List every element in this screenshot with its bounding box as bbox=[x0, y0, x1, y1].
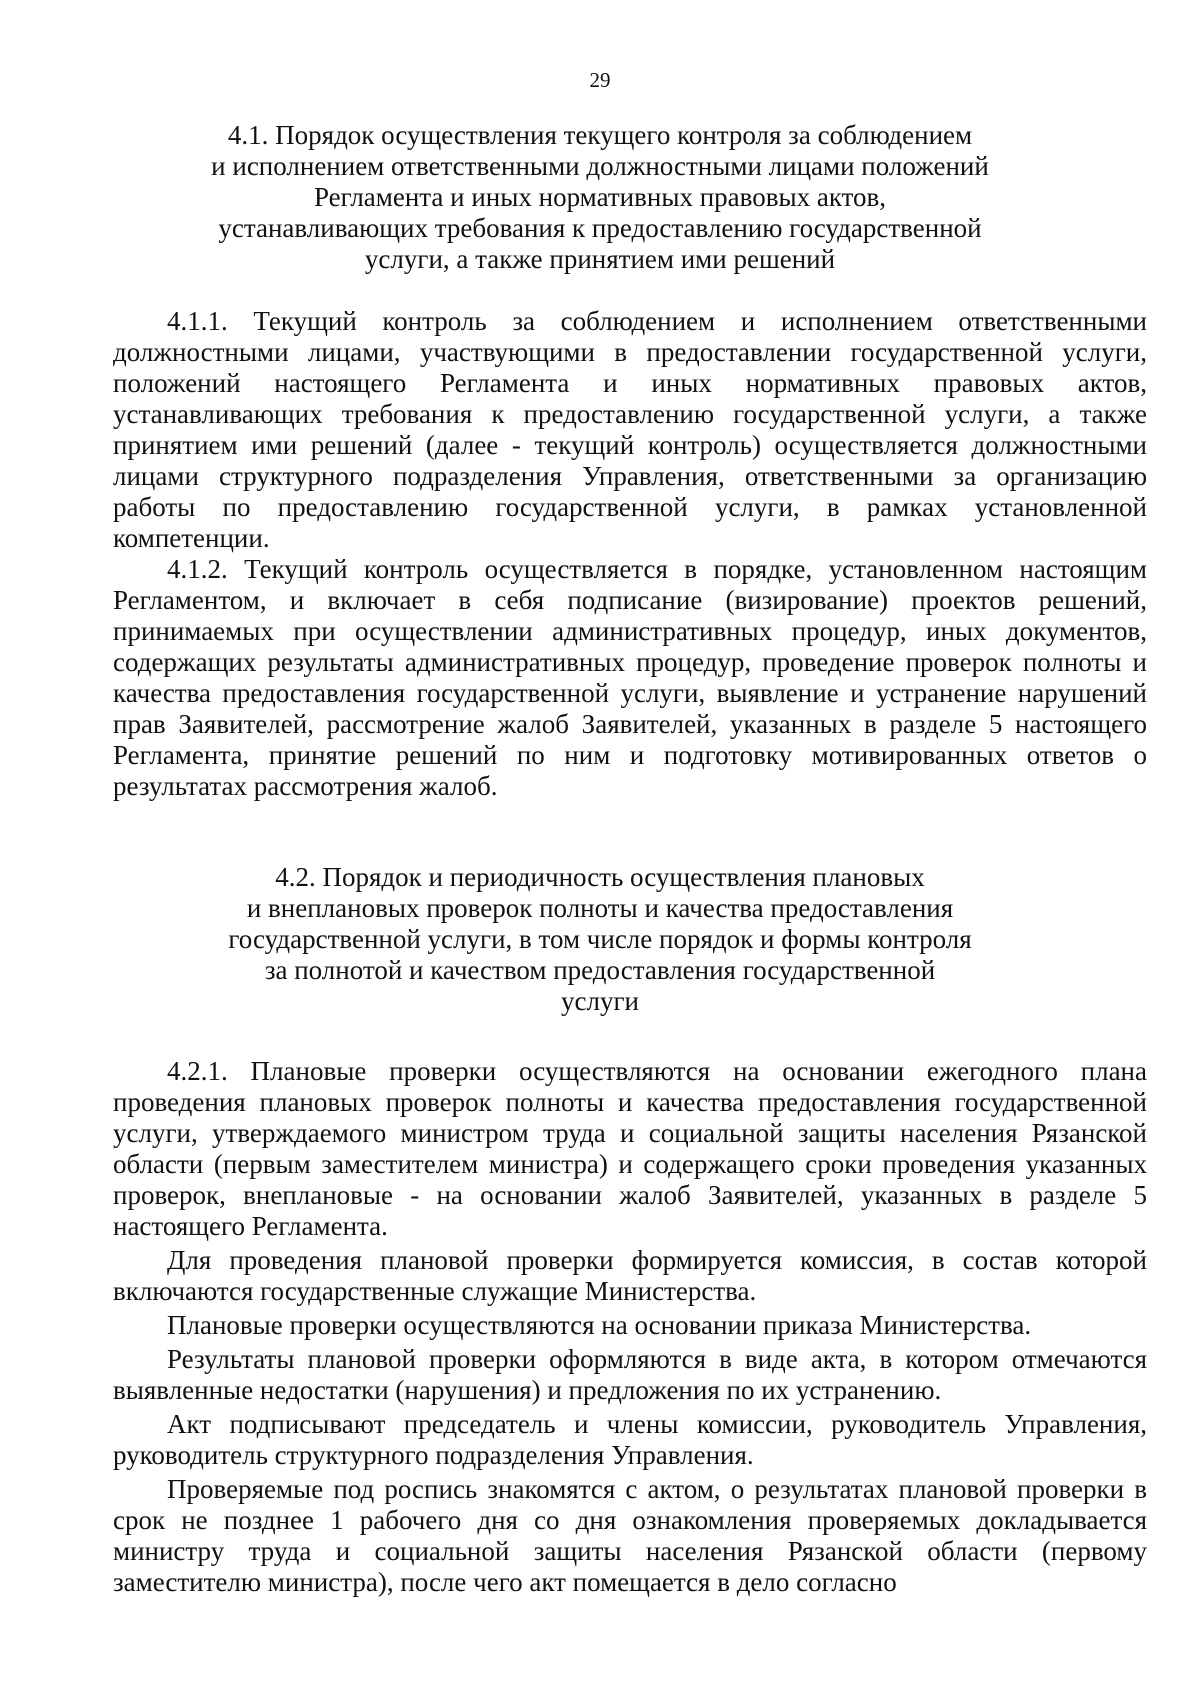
paragraph-4-1-2: 4.1.2. Текущий контроль осуществляется в порядке, установленном настоящим Регламентом, и включает в себя подписание (визирование) проектов решений, принимаемых при осуществлении административных процедур, иных документов, содержащих результаты административных процедур, проведение проверок полноты и качества предоставления государственной услуги, выявление и устранение нарушений прав Заявителей, рассмотрение жалоб Заявителей, указанных в разделе 5 настоящего Регламента, принятие решений по ним и подготовку мотивированных ответов о результатах рассмотрения жалоб. bbox=[113, 554, 1147, 801]
page-number: 29 bbox=[589, 68, 611, 92]
heading-line: и внеплановых проверок полноты и качества предоставления bbox=[246, 893, 954, 923]
paragraph-familiarization: Проверяемые под роспись знакомятся с актом, о результатах плановой проверки в срок не позднее 1 рабочего дня со дня ознакомления проверяемых докладывается министру труда и социальной защиты населения Рязанской области (первому заместителю министра), после чего акт помещается в дело согласно bbox=[113, 1474, 1147, 1597]
paragraph-act-results: Результаты плановой проверки оформляются в виде акта, в котором отмечаются выявленные недостатки (нарушения) и предложения по их устранению. bbox=[113, 1344, 1147, 1405]
section-4-1-heading bbox=[150, 120, 1050, 275]
heading-line: устанавливающих требования к предоставлению государственной bbox=[218, 213, 982, 243]
paragraph-commission: Для проведения плановой проверки формируется комиссия, в состав которой включаются государственные служащие Министерства. bbox=[113, 1245, 1147, 1306]
heading-line: государственной услуги, в том числе порядок и формы контроля bbox=[228, 924, 972, 954]
heading-line: 4.2. Порядок и периодичность осуществления плановых bbox=[275, 862, 925, 892]
heading-line: за полнотой и качеством предоставления государственной bbox=[264, 955, 936, 985]
paragraph-order-basis: Плановые проверки осуществляются на основании приказа Министерства. bbox=[167, 1310, 1032, 1340]
section-4-1-body bbox=[113, 306, 1147, 802]
heading-line: услуги bbox=[561, 986, 639, 1016]
heading-line: Регламента и иных нормативных правовых актов, bbox=[313, 182, 887, 212]
paragraph-4-1-1: 4.1.1. Текущий контроль за соблюдением и исполнением ответственными должностными лицами, участвующими в предоставлении государственной услуги, положений настоящего Регламента и иных нормативных правовых актов, устанавливающих требования к предоставлению государственной услуги, а также принятием ими решений (далее - текущий контроль) осуществляется должностными лицами структурного подразделения Управления, ответственными за организацию работы по предоставлению государственной услуги, в рамках установленной компетенции. bbox=[113, 306, 1147, 553]
heading-line: и исполнением ответственными должностными лицами положений bbox=[211, 151, 989, 181]
heading-line: 4.1. Порядок осуществления текущего контроля за соблюдением bbox=[227, 120, 973, 150]
paragraph-4-2-1: 4.2.1. Плановые проверки осуществляются на основании ежегодного плана проведения плановых проверок полноты и качества предоставления государственной услуги, утверждаемого министром труда и социальной защиты населения Рязанской области (первым заместителем министра) и содержащего сроки проведения указанных проверок, внеплановые - на основании жалоб Заявителей, указанных в разделе 5 настоящего Регламента. bbox=[113, 1056, 1147, 1241]
section-4-2-heading bbox=[150, 862, 1050, 1017]
heading-line: услуги, а также принятием ими решений bbox=[364, 244, 836, 274]
section-4-2-body bbox=[113, 1056, 1147, 1601]
paragraph-act-signing: Акт подписывают председатель и члены комиссии, руководитель Управления, руководитель структурного подразделения Управления. bbox=[113, 1409, 1147, 1470]
